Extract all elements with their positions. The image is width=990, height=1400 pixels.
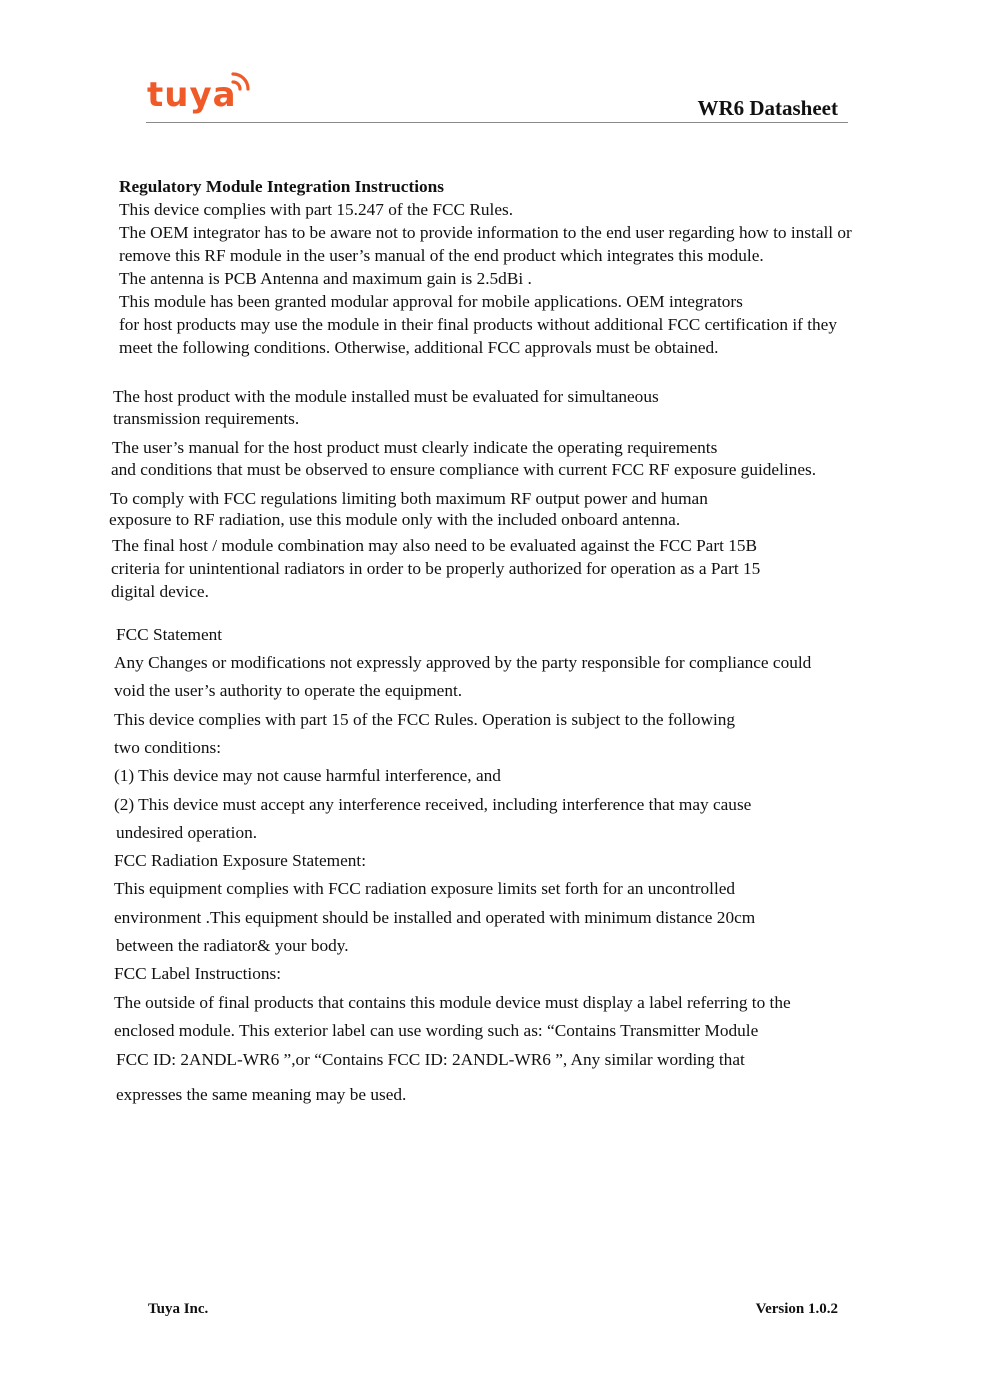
statement-line: FCC ID: 2ANDL-WR6 ”,or “Contains FCC ID: 2ANDL-WR6 ”, Any similar wording that <box>116 1050 745 1069</box>
statement-line: void the user’s authority to operate the equipment. <box>114 681 463 700</box>
condition-line: exposure to RF radiation, use this module only with the included onboard antenna. <box>109 510 681 529</box>
paragraph-line: for host products may use the module in their final products without additional FCC certification if they <box>119 315 837 334</box>
statement-line: expresses the same meaning may be used. <box>116 1085 407 1104</box>
statement-subheading: FCC Radiation Exposure Statement: <box>114 851 366 870</box>
logo-text: tuya <box>147 75 237 115</box>
paragraph-line: remove this RF module in the user’s manual of the end product which integrates this module. <box>119 246 764 265</box>
paragraph-line: This device complies with part 15.247 of the FCC Rules. <box>119 200 514 219</box>
statement-line: between the radiator& your body. <box>116 936 349 955</box>
condition-line: criteria for unintentional radiators in order to be properly authorized for operation as a Part 15 <box>111 559 761 578</box>
statement-line: (2) This device must accept any interference received, including interference that may cause <box>114 795 752 814</box>
paragraph-line: The OEM integrator has to be aware not to provide information to the end user regarding how to install or <box>119 223 852 242</box>
footer-company: Tuya Inc. <box>148 1301 209 1317</box>
condition-line: transmission requirements. <box>113 409 300 428</box>
statement-line: This equipment complies with FCC radiation exposure limits set forth for an uncontrolled <box>114 879 736 898</box>
paragraph-line: The antenna is PCB Antenna and maximum gain is 2.5dBi . <box>119 269 532 288</box>
section-heading: Regulatory Module Integration Instructions <box>119 177 444 196</box>
statement-line: two conditions: <box>114 738 222 757</box>
header-divider <box>146 122 848 123</box>
condition-line: digital device. <box>111 582 209 601</box>
condition-line: and conditions that must be observed to ensure compliance with current FCC RF exposure guidelines. <box>111 460 817 479</box>
statement-line: enclosed module. This exterior label can use wording such as: “Contains Transmitter Module <box>114 1021 759 1040</box>
document-title: WR6 Datasheet <box>697 96 838 120</box>
statement-line: The outside of final products that contains this module device must display a label referring to the <box>114 993 791 1012</box>
statement-subheading: FCC Label Instructions: <box>114 964 282 983</box>
statement-heading: FCC Statement <box>116 625 223 644</box>
statement-line: environment .This equipment should be installed and operated with minimum distance 20cm <box>114 908 756 927</box>
tuya-logo <box>147 70 267 120</box>
paragraph-line: meet the following conditions. Otherwise, additional FCC approvals must be obtained. <box>119 338 719 357</box>
condition-line: The user’s manual for the host product must clearly indicate the operating requirements <box>112 438 718 457</box>
condition-line: The final host / module combination may also need to be evaluated against the FCC Part 15B <box>112 536 758 555</box>
footer-version: Version 1.0.2 <box>755 1301 838 1317</box>
condition-line: The host product with the module installed must be evaluated for simultaneous <box>113 387 659 406</box>
statement-line: Any Changes or modifications not expressly approved by the party responsible for compliance could <box>114 653 812 672</box>
statement-line: undesired operation. <box>116 823 258 842</box>
statement-line: (1) This device may not cause harmful interference, and <box>114 766 501 785</box>
condition-line: To comply with FCC regulations limiting both maximum RF output power and human <box>110 489 708 508</box>
statement-line: This device complies with part 15 of the FCC Rules. Operation is subject to the following <box>114 710 736 729</box>
paragraph-line: This module has been granted modular approval for mobile applications. OEM integrators <box>119 292 743 311</box>
